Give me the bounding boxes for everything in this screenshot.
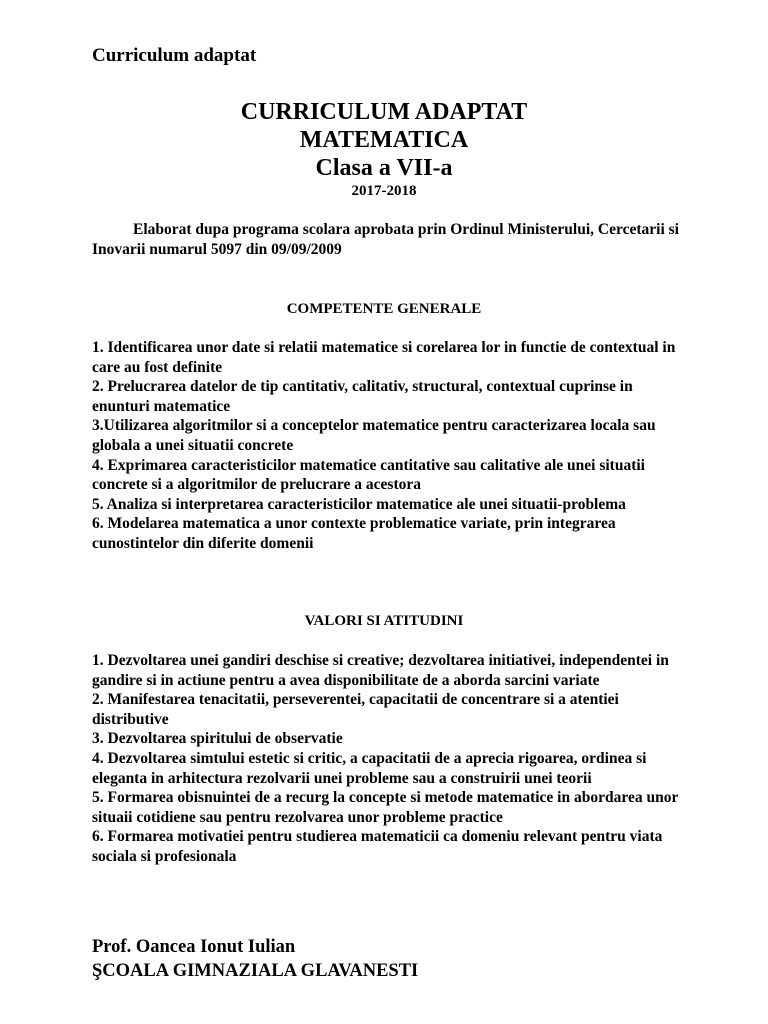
list-item: 3.Utilizarea algoritmilor si a conceptelor matematice pentru caracterizarea locala sau globala a unei situatii concrete: [92, 417, 656, 454]
header-label: Curriculum adaptat: [92, 45, 257, 66]
list-item: 1. Identificarea unor date si relatii matematice si corelarea lor in functie de contextual in care au fost definite: [92, 339, 676, 376]
competente-list: [92, 338, 682, 554]
list-item: 3. Dezvoltarea spiritului de observatie: [92, 730, 343, 748]
valori-heading: VALORI SI ATITUDINI: [304, 613, 464, 629]
list-item: 2. Prelucrarea datelor de tip cantitativ, calitativ, structural, contextual cuprinse in enunturi matematice: [92, 378, 633, 415]
intro-paragraph: Elaborat dupa programa scolara aprobata prin Ordinul Ministerului, Cercetarii si Inovarii numarul 5097 din 09/09/2009: [92, 221, 679, 258]
competente-heading: COMPETENTE GENERALE: [286, 301, 482, 317]
list-item: 5. Analiza si interpretarea caracteristicilor matematice ale unei situatii-problema: [92, 495, 626, 513]
list-item: 2. Manifestarea tenacitatii, perseverentei, capacitatii de concentrare si a atentiei distributive: [92, 691, 619, 728]
list-item: 6. Formarea motivatiei pentru studierea matematicii ca domeniu relevant pentru viata sociala si profesionala: [92, 828, 663, 865]
list-item: 5. Formarea obisnuintei de a recurg la concepte si metode matematice in abordarea unor situaii cotidiene sau pentru rezolvarea unor probleme practice: [92, 789, 679, 826]
list-item: 1. Dezvoltarea unei gandiri deschise si creative; dezvoltarea initiativei, independentei in gandire si in actiune pentru a avea disponibilitate de a aborda sarcini variate: [92, 652, 669, 689]
valori-list: [92, 651, 682, 867]
title-line-1: CURRICULUM ADAPTAT: [240, 99, 528, 125]
school-name: ŞCOALA GIMNAZIALA GLAVANESTI: [92, 961, 419, 981]
list-item: 4. Dezvoltarea simtului estetic si critic, a capacitatii de a aprecia rigoarea, ordinea si eleganta in arhitectura rezolvarii unei probleme sau a construirii unei teorii: [92, 749, 647, 787]
author-name: Prof. Oancea Ionut Iulian: [92, 937, 296, 957]
school-year: 2017-2018: [351, 183, 417, 199]
title-line-2: MATEMATICA: [299, 127, 469, 153]
title-line-3: Clasa a VII-a: [315, 155, 453, 181]
list-item: 6. Modelarea matematica a unor contexte problematice variate, prin integrarea cunostintelor din diferite domenii: [92, 515, 616, 552]
list-item: 4. Exprimarea caracteristicilor matematice cantitative sau calitative ale unei situatii concrete si a algoritmilor de prelucrare a acestora: [92, 456, 645, 494]
